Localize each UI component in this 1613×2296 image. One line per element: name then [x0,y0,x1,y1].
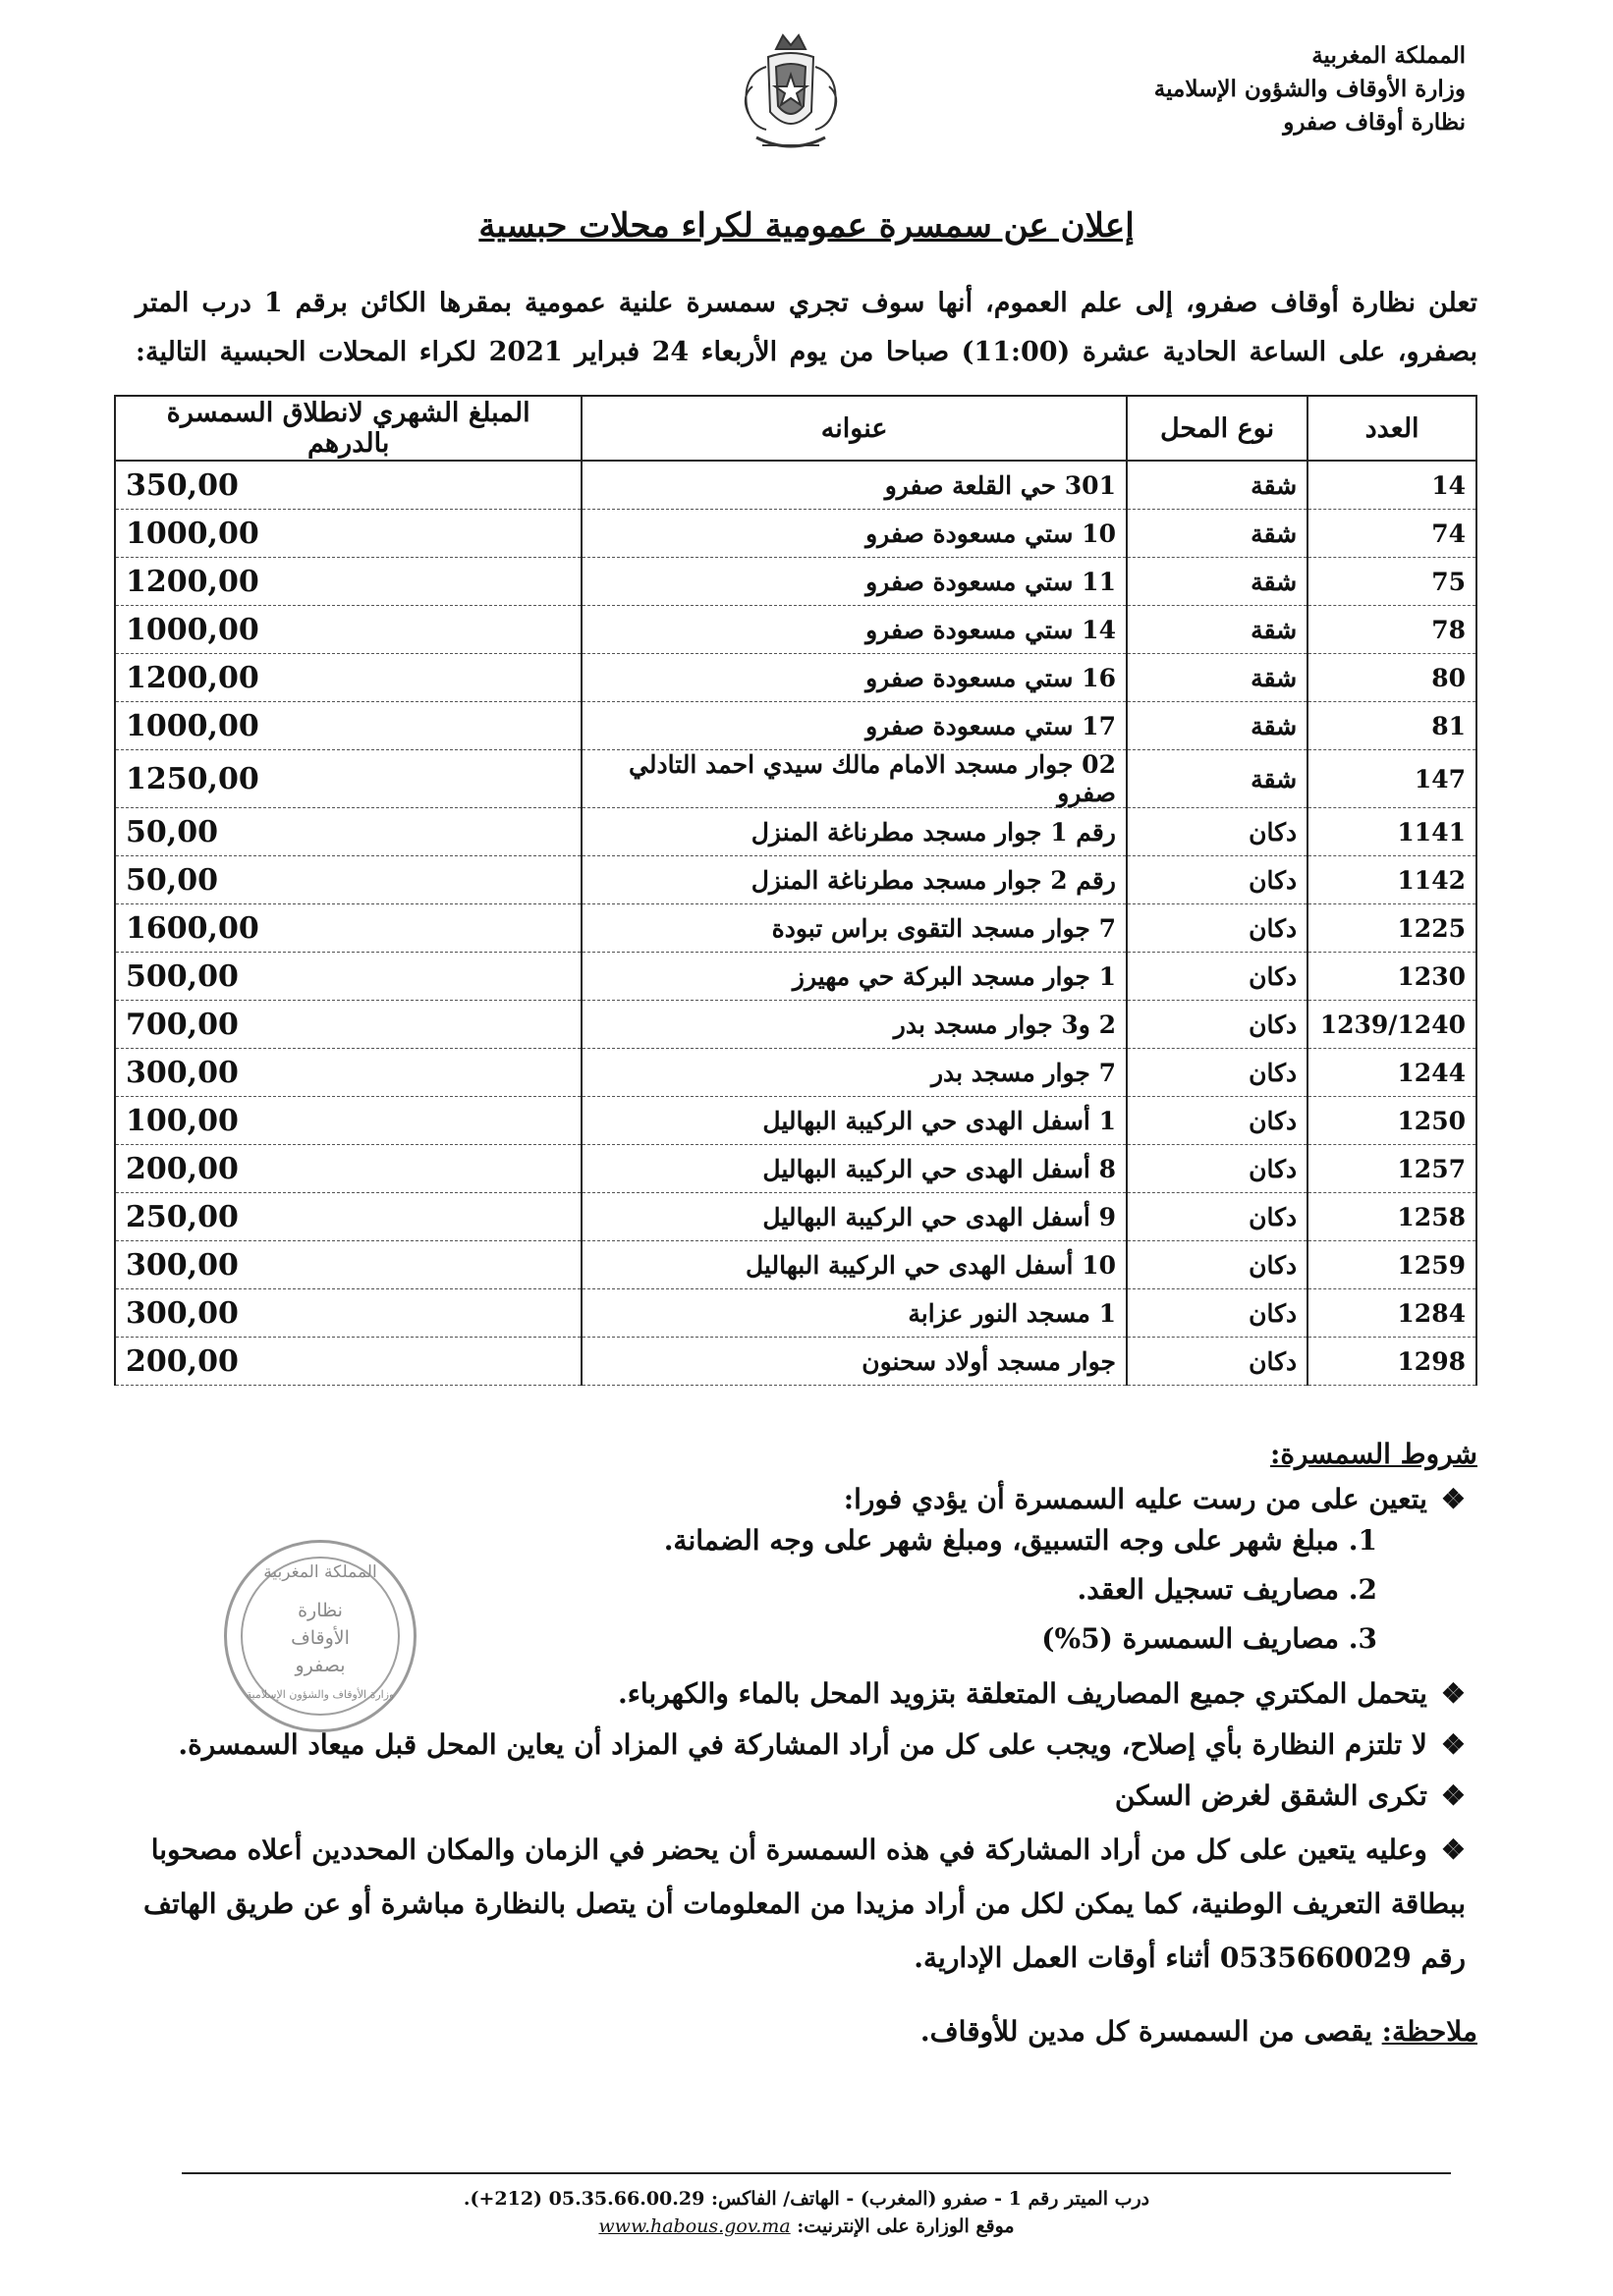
table-row [115,953,1476,1001]
royal-emblem-icon [727,27,855,165]
cell-address: 10 أسفل الهدى حي الركيبة البهاليل [582,1241,1127,1289]
cell-address: رقم 2 جوار مسجد مطرناغة المنزل [582,856,1127,904]
cell-number: 147 [1307,750,1476,808]
cell-type: دكان [1127,1338,1307,1386]
cell-address: 1 أسفل الهدى حي الركيبة البهاليل [582,1097,1127,1145]
cell-amount: 50,00 [115,808,582,856]
cell-type: دكان [1127,1097,1307,1145]
table-row [115,1241,1476,1289]
table-row [115,1193,1476,1241]
cell-address: 1 جوار مسجد البركة حي مهيرز [582,953,1127,1001]
condition-text: يتحمل المكتري جميع المصاريف المتعلقة بتزويد المحل بالماء والكهرباء. [617,1677,1427,1710]
cell-amount: 1000,00 [115,702,582,750]
condition-text: يتعين على من رست عليه السمسرة أن يؤدي فورا: [843,1483,1427,1515]
announcement-title [0,206,1613,246]
cell-amount: 1200,00 [115,654,582,702]
cell-amount: 300,00 [115,1049,582,1097]
cell-type: شقة [1127,606,1307,654]
condition-text: وعليه يتعين على كل من أراد المشاركة في هذه السمسرة أن يحضر في الزمان والمكان المحددين أعلاه مصحوبا ببطاقة التعريف الوطنية، كما يمكن لكل من أراد مزيدا من المعلومات أن يتصل بالنظارة مباشرة أو عن طريق الهاتف رقم 0535660029 أثناء أوقات العمل الإدارية. [143,1833,1466,1974]
cell-amount: 350,00 [115,461,582,510]
cell-number: 14 [1307,461,1476,510]
table-row [115,856,1476,904]
cell-number: 81 [1307,702,1476,750]
cell-number: 1250 [1307,1097,1476,1145]
header-type: نوع المحل [1127,396,1307,461]
condition-text: لا تلتزم النظارة بأي إصلاح، ويجب على كل من أراد المشاركة في المزاد أن يعاين المحل قبل ميعاد السمسرة. [178,1728,1427,1761]
stamp-line-1: نظارة [298,1600,343,1621]
cell-type: دكان [1127,1241,1307,1289]
cell-number: 1284 [1307,1289,1476,1338]
table-row [115,1145,1476,1193]
note-label: ملاحظة: [1381,2015,1477,2048]
cell-amount: 300,00 [115,1241,582,1289]
cell-number: 1257 [1307,1145,1476,1193]
header-address: عنوانه [582,396,1127,461]
footer-website-link[interactable]: www.habous.gov.ma [598,2215,791,2237]
cell-address: 301 حي القلعة صفرو [582,461,1127,510]
table-row [115,510,1476,558]
table-row [115,558,1476,606]
condition-sub-2: 2. مصاريف تسجيل العقد. [1077,1573,1377,1606]
cell-address: رقم 1 جوار مسجد مطرناغة المنزل [582,808,1127,856]
cell-type: دكان [1127,953,1307,1001]
condition-bullet-payment [136,1475,1466,1524]
cell-amount: 1600,00 [115,904,582,953]
condition-bullet-attendance [136,1823,1466,1985]
cell-number: 74 [1307,510,1476,558]
table-row [115,1001,1476,1049]
cell-amount: 250,00 [115,1193,582,1241]
stamp-ring-top: المملكة المغربية [263,1562,377,1582]
header-amount: المبلغ الشهري لانطلاق السمسرة بالدرهم [115,396,582,461]
cell-number: 80 [1307,654,1476,702]
stamp-line-2: الأوقاف [291,1627,350,1649]
cell-number: 1244 [1307,1049,1476,1097]
cell-amount: 200,00 [115,1338,582,1386]
cell-type: شقة [1127,702,1307,750]
cell-number: 78 [1307,606,1476,654]
footer-website-label: موقع الوزارة على الإنترنيت: [797,2215,1015,2237]
cell-amount: 100,00 [115,1097,582,1145]
cell-address: جوار مسجد أولاد سحنون [582,1338,1127,1386]
kingdom-line: المملكة المغربية [1311,42,1466,69]
footer-divider [182,2172,1451,2174]
cell-type: شقة [1127,558,1307,606]
cell-amount: 300,00 [115,1289,582,1338]
directorate-line: نظارة أوقاف صفرو [1283,109,1466,136]
cell-type: دكان [1127,1193,1307,1241]
cell-amount: 1000,00 [115,606,582,654]
table-row [115,1338,1476,1386]
table-row [115,808,1476,856]
table-row [115,904,1476,953]
cell-amount: 1250,00 [115,750,582,808]
footer-website-row [0,2215,1613,2237]
cell-number: 1239/1240 [1307,1001,1476,1049]
stamp-line-3: بصفرو [295,1655,346,1676]
table-row [115,461,1476,510]
cell-number: 75 [1307,558,1476,606]
header-number: العدد [1307,396,1476,461]
table-row [115,1097,1476,1145]
cell-type: دكان [1127,1145,1307,1193]
cell-type: دكان [1127,904,1307,953]
cell-number: 1298 [1307,1338,1476,1386]
note [920,2015,1477,2048]
cell-number: 1141 [1307,808,1476,856]
cell-address: 9 أسفل الهدى حي الركيبة البهاليل [582,1193,1127,1241]
cell-address: 14 ستي مسعودة صفرو [582,606,1127,654]
stamp-ring-bottom: وزارة الأوقاف والشؤون الإسلامية [246,1688,395,1701]
cell-type: دكان [1127,1049,1307,1097]
cell-amount: 500,00 [115,953,582,1001]
announcement-title-text: إعلان عن سمسرة عمومية لكراء محلات حبسية [478,206,1135,246]
cell-number: 1259 [1307,1241,1476,1289]
table-row [115,702,1476,750]
note-text: يقصى من السمسرة كل مدين للأوقاف. [919,2015,1372,2048]
cell-amount: 1200,00 [115,558,582,606]
ministry-line: وزارة الأوقاف والشؤون الإسلامية [1153,76,1466,102]
cell-address: 7 جوار مسجد بدر [582,1049,1127,1097]
cell-address: 10 ستي مسعودة صفرو [582,510,1127,558]
table-row [115,1049,1476,1097]
conditions-title: شروط السمسرة: [1270,1438,1477,1470]
cell-address: 2 و3 جوار مسجد بدر [582,1001,1127,1049]
cell-address: 02 جوار مسجد الامام مالك سيدي احمد التادلي صفرو [582,750,1127,808]
cell-type: دكان [1127,808,1307,856]
table-row [115,750,1476,808]
cell-address: 1 مسجد النور عزابة [582,1289,1127,1338]
condition-sub-1: 1. مبلغ شهر على وجه التسبيق، ومبلغ شهر على وجه الضمانة. [663,1524,1377,1557]
cell-number: 1142 [1307,856,1476,904]
cell-type: دكان [1127,1289,1307,1338]
cell-amount: 200,00 [115,1145,582,1193]
table-row [115,606,1476,654]
cell-type: شقة [1127,654,1307,702]
cell-amount: 1000,00 [115,510,582,558]
cell-address: 7 جوار مسجد التقوى براس تبودة [582,904,1127,953]
table-row [115,654,1476,702]
condition-bullet-housing [136,1772,1466,1821]
condition-text: تكرى الشقق لغرض السكن [1114,1779,1427,1812]
intro-paragraph: تعلن نظارة أوقاف صفرو، إلى علم العموم، أنها سوف تجري سمسرة علنية عمومية بمقرها الكائن برقم 1 درب المتر بصفرو، على الساعة الحادية عشرة (11:00) صباحا من يوم الأربعاء 24 فبراير 2021 لكراء المحلات الحبسية التالية: [136,288,1477,367]
footer-address: درب الميتر رقم 1 - صفرو (المغرب) - الهاتف/ الفاكس: 05.35.66.00.29 (212+). [463,2188,1150,2210]
cell-address: 11 ستي مسعودة صفرو [582,558,1127,606]
cell-address: 16 ستي مسعودة صفرو [582,654,1127,702]
cell-address: 8 أسفل الهدى حي الركيبة البهاليل [582,1145,1127,1193]
table-header-row [115,396,1476,461]
cell-type: دكان [1127,1001,1307,1049]
cell-number: 1258 [1307,1193,1476,1241]
ministry-header [1073,39,1466,139]
cell-number: 1230 [1307,953,1476,1001]
table-row [115,1289,1476,1338]
auction-table [114,395,1477,1386]
cell-number: 1225 [1307,904,1476,953]
cell-address: 17 ستي مسعودة صفرو [582,702,1127,750]
cell-amount: 50,00 [115,856,582,904]
cell-type: شقة [1127,510,1307,558]
cell-type: دكان [1127,856,1307,904]
official-stamp [224,1540,417,1732]
cell-type: شقة [1127,750,1307,808]
cell-type: شقة [1127,461,1307,510]
cell-amount: 700,00 [115,1001,582,1049]
condition-sub-3: 3. مصاريف السمسرة (5%) [1041,1622,1377,1655]
